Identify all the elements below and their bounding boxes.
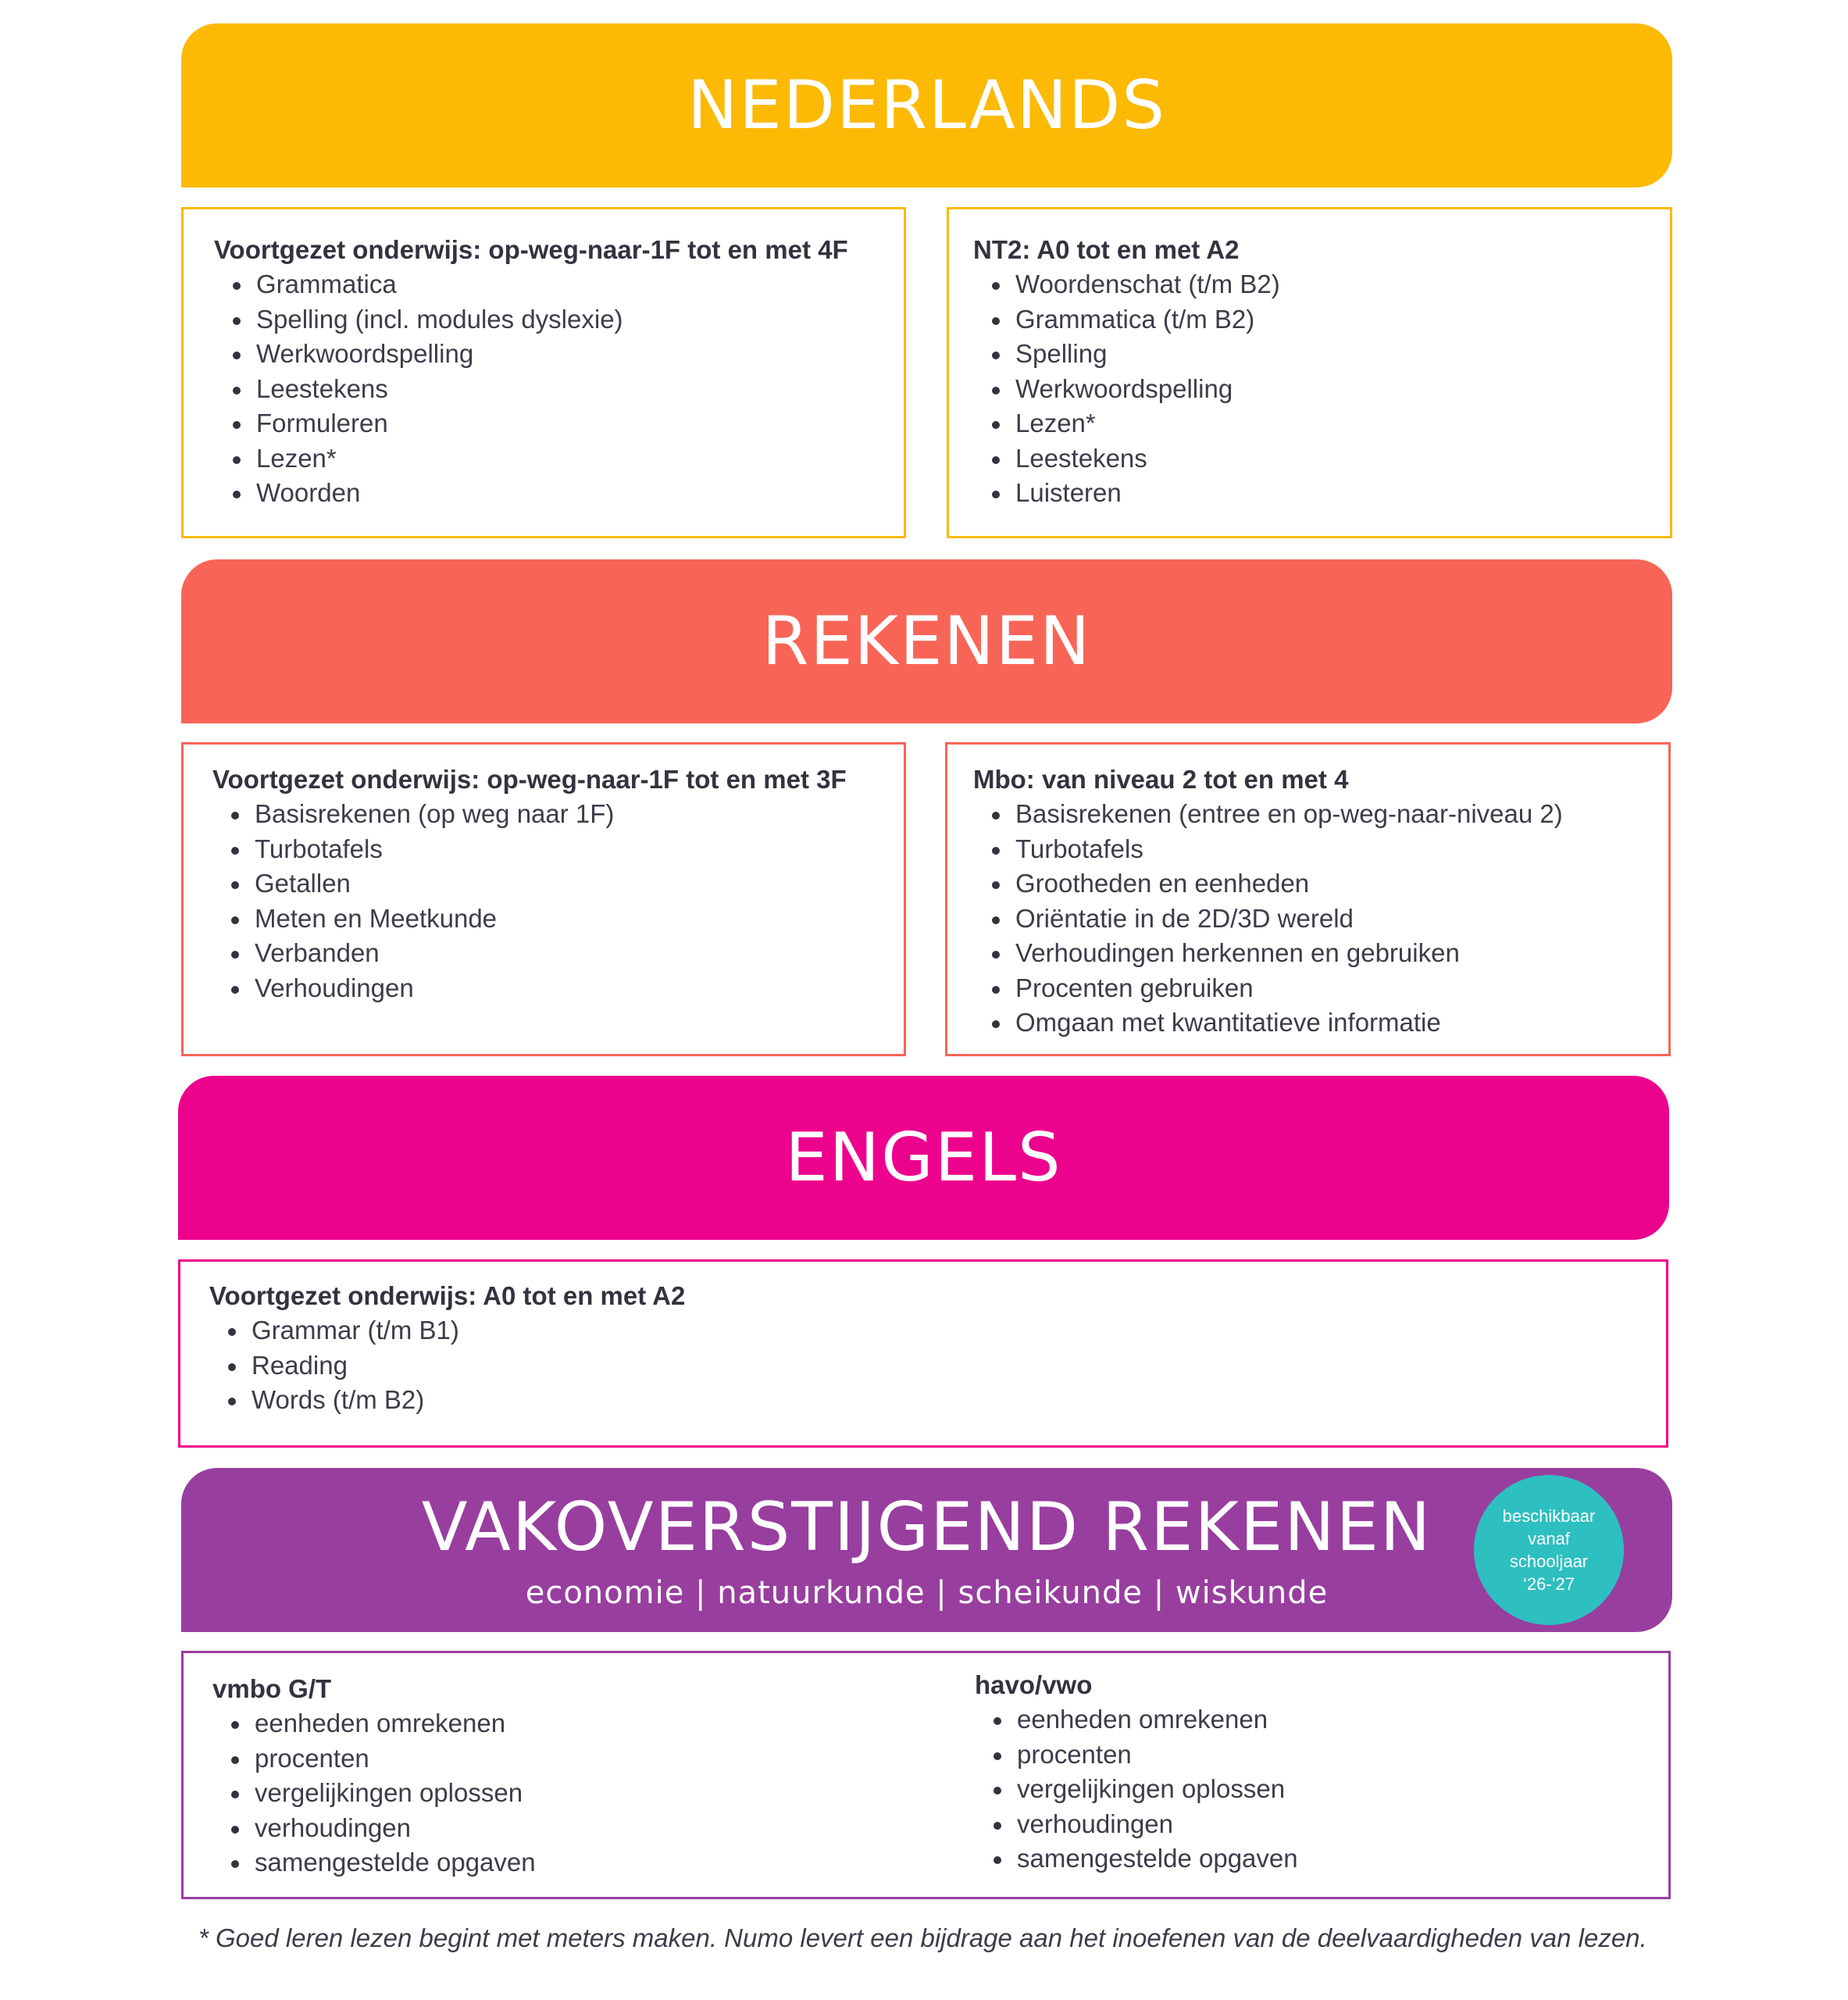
list-item: procenten	[212, 1741, 536, 1777]
item-list	[973, 267, 1280, 511]
section-heading: Voortgezet onderwijs: op-weg-naar-1F tot en met 3F	[212, 765, 847, 794]
rekenen-left-column	[212, 762, 847, 1005]
list-item: Lezen*	[214, 441, 848, 477]
list-item: Werkwoordspelling	[973, 372, 1280, 407]
engels-left-column	[209, 1279, 685, 1418]
list-item: Formuleren	[214, 406, 848, 441]
rekenen-banner	[181, 559, 1672, 723]
availability-badge	[1474, 1475, 1624, 1625]
list-item: Woordenschat (t/m B2)	[973, 267, 1280, 302]
list-item: Verhoudingen herkennen en gebruiken	[973, 936, 1563, 971]
vakoverstijgend-banner	[181, 1468, 1672, 1632]
section-heading: vmbo G/T	[212, 1674, 332, 1703]
list-item: Reading	[209, 1348, 685, 1384]
list-item: Turbotafels	[973, 832, 1563, 867]
section-heading: Mbo: van niveau 2 tot en met 4	[973, 765, 1349, 794]
list-item: Verbanden	[212, 936, 847, 971]
badge-line: schooljaar	[1509, 1552, 1589, 1571]
badge-line: ‘26-’27	[1522, 1574, 1575, 1594]
list-item: Woorden	[214, 476, 848, 511]
badge-line: beschikbaar	[1502, 1506, 1596, 1526]
nederlands-right-column	[973, 233, 1280, 511]
list-item: Grootheden en eenheden	[973, 866, 1563, 902]
engels-title: ENGELS	[785, 1119, 1062, 1197]
list-item: eenheden omrekenen	[975, 1702, 1298, 1738]
list-item: Spelling	[973, 337, 1280, 372]
item-list	[214, 267, 848, 511]
vakoverstijgend-left-column	[212, 1672, 536, 1880]
badge-line: vanaf	[1528, 1529, 1570, 1548]
list-item: Omgaan met kwantitatieve informatie	[973, 1005, 1563, 1041]
list-item: vergelijkingen oplossen	[975, 1772, 1298, 1807]
list-item: Grammatica	[214, 267, 848, 302]
list-item: Lezen*	[973, 406, 1280, 441]
list-item: Words (t/m B2)	[209, 1383, 685, 1418]
vakoverstijgend-right-column	[975, 1668, 1298, 1877]
nederlands-title: NEDERLANDS	[687, 66, 1166, 145]
vakoverstijgend-title: VAKOVERSTIJGEND REKENEN	[421, 1488, 1432, 1566]
list-item: Meten en Meetkunde	[212, 902, 847, 937]
item-list	[212, 797, 847, 1005]
engels-banner	[178, 1076, 1669, 1240]
list-item: Werkwoordspelling	[214, 337, 848, 372]
section-heading: Voortgezet onderwijs: A0 tot en met A2	[209, 1281, 686, 1310]
list-item: Verhoudingen	[212, 971, 847, 1006]
list-item: Getallen	[212, 866, 847, 902]
nederlands-banner	[181, 23, 1672, 188]
list-item: Leestekens	[214, 372, 848, 407]
list-item: eenheden omrekenen	[212, 1706, 536, 1741]
list-item: procenten	[975, 1738, 1298, 1773]
item-list	[212, 1706, 536, 1880]
item-list	[975, 1702, 1298, 1877]
list-item: verhoudingen	[212, 1811, 536, 1846]
list-item: Oriëntatie in de 2D/3D wereld	[973, 902, 1563, 937]
list-item: Leestekens	[973, 441, 1280, 477]
list-item: samengestelde opgaven	[975, 1841, 1298, 1877]
item-list	[973, 797, 1563, 1041]
list-item: Grammar (t/m B1)	[209, 1313, 685, 1348]
section-heading: Voortgezet onderwijs: op-weg-naar-1F tot en met 4F	[214, 235, 848, 264]
item-list	[209, 1313, 685, 1418]
rekenen-right-column	[973, 762, 1563, 1041]
list-item: Turbotafels	[212, 832, 847, 867]
list-item: Grammatica (t/m B2)	[973, 302, 1280, 338]
list-item: vergelijkingen oplossen	[212, 1776, 536, 1811]
list-item: Procenten gebruiken	[973, 971, 1563, 1006]
section-heading: havo/vwo	[975, 1670, 1093, 1699]
footnote: * Goed leren lezen begint met meters maken. Numo levert een bijdrage aan het inoefenen van de deelvaardigheden van lezen.	[198, 1923, 1647, 1952]
list-item: Spelling (incl. modules dyslexie)	[214, 302, 848, 338]
list-item: Luisteren	[973, 476, 1280, 511]
section-heading: NT2: A0 tot en met A2	[973, 235, 1240, 264]
list-item: verhoudingen	[975, 1807, 1298, 1842]
nederlands-left-column	[214, 233, 848, 511]
rekenen-title: REKENEN	[762, 602, 1092, 680]
list-item: Basisrekenen (op weg naar 1F)	[212, 797, 847, 832]
list-item: Basisrekenen (entree en op-weg-naar-niveau 2)	[973, 797, 1563, 832]
list-item: samengestelde opgaven	[212, 1845, 536, 1880]
vakoverstijgend-subtitle: economie | natuurkunde | scheikunde | wiskunde	[525, 1575, 1329, 1611]
